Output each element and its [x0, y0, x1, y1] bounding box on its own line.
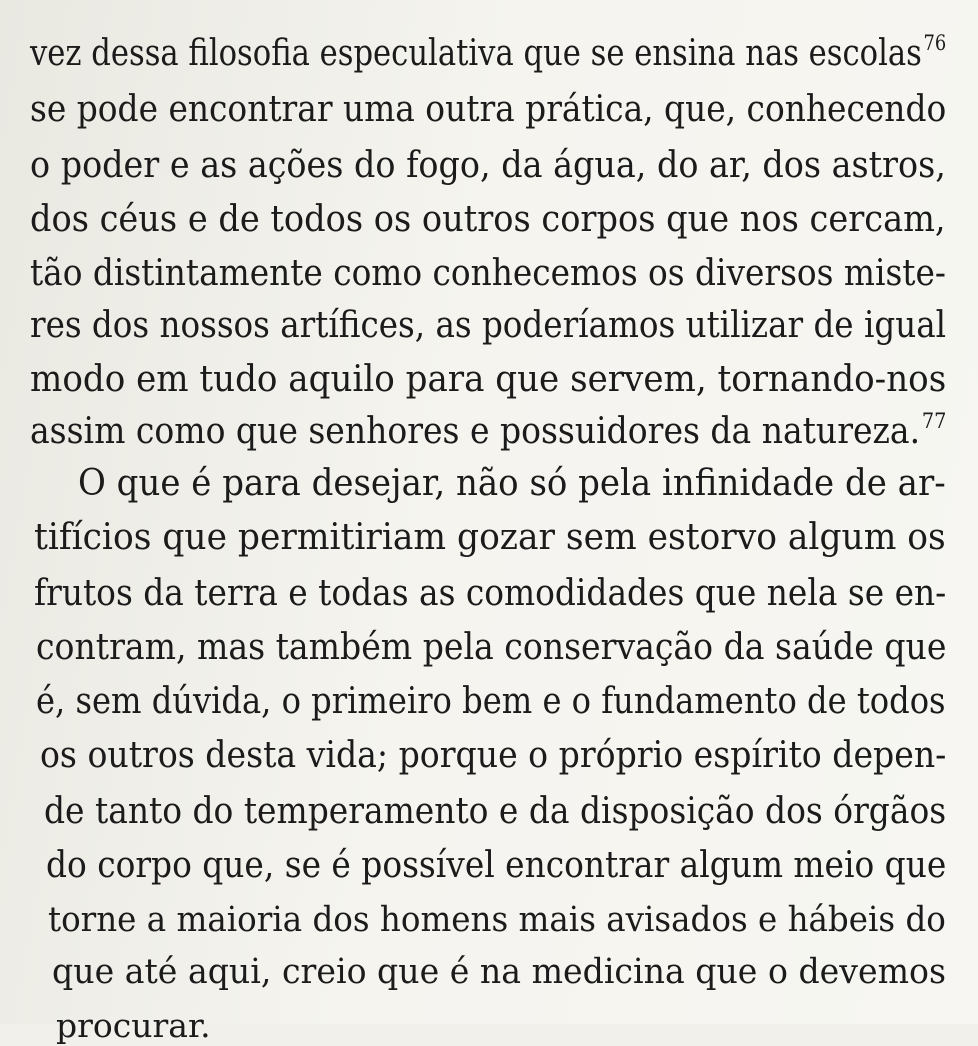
text-line-17: torne a maioria dos homens mais avisados e hábeis do	[48, 900, 946, 940]
text-line-13: é, sem dúvida, o primeiro bem e o fundamento de todos	[36, 681, 946, 722]
text-line-6: res dos nossos artífices, as poderíamos utilizar de igual	[30, 305, 947, 346]
text-line-1-content: vez dessa filosofia especulativa que se ensina nas escolas	[30, 33, 922, 74]
text-line-10: tifícios que permitiriam gozar sem estorvo algum os	[34, 517, 946, 558]
text-line-4: dos céus e de todos os outros corpos que nos cercam,	[30, 199, 946, 240]
text-line-8-content: assim como que senhores e possuidores da natureza.	[30, 411, 921, 452]
text-line-5: tão distintamente como conhecemos os diversos miste-	[30, 253, 946, 294]
text-line-9: O que é para desejar, não só pela infinidade de ar-	[78, 463, 946, 504]
footnote-marker-77: 77	[921, 409, 947, 433]
text-line-15: de tanto do temperamento e da disposição dos órgãos	[44, 791, 947, 832]
text-line-2: se pode encontrar uma outra prática, que, conhecendo	[30, 89, 947, 130]
footnote-marker-76: 76	[923, 31, 947, 55]
text-line-12: contram, mas também pela conservação da saúde que	[36, 627, 947, 668]
text-line-8	[30, 409, 947, 452]
text-line-3: o poder e as ações do fogo, da água, do ar, dos astros,	[30, 145, 946, 186]
text-line-18: que até aqui, creio que é na medicina que o devemos	[52, 952, 947, 992]
text-line-1	[30, 31, 947, 74]
text-line-7: modo em tudo aquilo para que servem, tornando-nos	[30, 359, 947, 400]
text-line-19: procurar.	[56, 1006, 211, 1045]
text-line-16: do corpo que, se é possível encontrar algum meio que	[46, 845, 947, 886]
text-line-11: frutos da terra e todas as comodidades que nela se en-	[34, 573, 947, 614]
text-line-14: os outros desta vida; porque o próprio espírito depen-	[40, 735, 947, 776]
